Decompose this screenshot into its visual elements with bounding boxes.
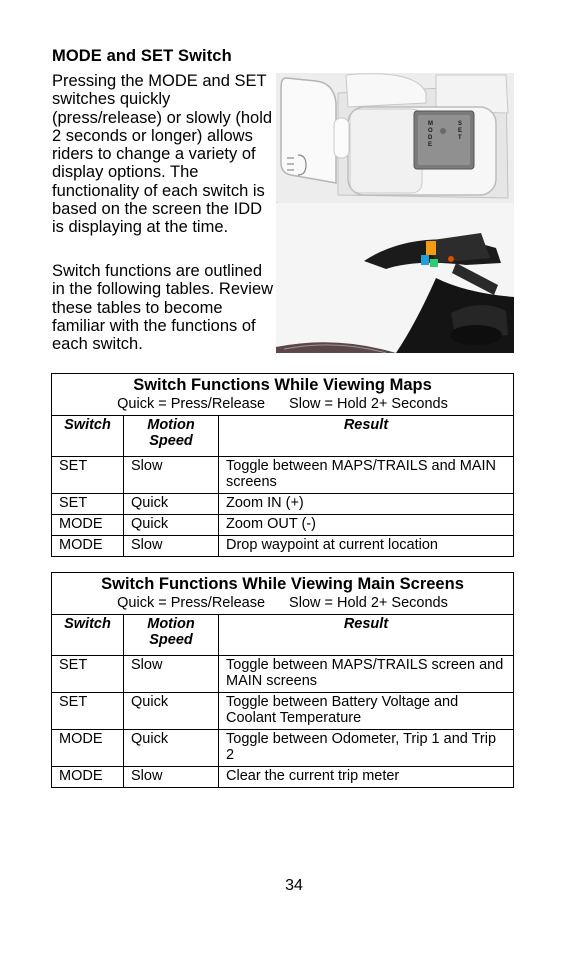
result-cell: Zoom IN (+) xyxy=(219,494,514,515)
handlebar-switch-photo xyxy=(276,73,514,353)
column-header-switch: Switch xyxy=(52,416,124,457)
speed-cell: Slow xyxy=(124,536,219,557)
switch-cell: SET xyxy=(52,693,124,730)
speed-cell: Slow xyxy=(124,656,219,693)
mode-switch-label: M O D E xyxy=(428,121,433,148)
switch-cell: MODE xyxy=(52,730,124,767)
switch-cell: MODE xyxy=(52,515,124,536)
speed-cell: Quick xyxy=(124,730,219,767)
intro-paragraph: Pressing the MODE and SET switches quickly (press/release) or slowly (hold 2 seconds or longer) allows riders to change a variety of display options. The functionality of each switch is based on the screen the IDD is displaying at the time. xyxy=(52,72,273,237)
table-subtitle xyxy=(56,594,509,612)
result-cell: Zoom OUT (-) xyxy=(219,515,514,536)
slow-note: Slow = Hold 2+ Seconds xyxy=(289,396,448,412)
table-title: Switch Functions While Viewing Maps xyxy=(133,376,432,394)
switch-cell: MODE xyxy=(52,767,124,788)
result-cell: Toggle between Battery Voltage and Coolant Temperature xyxy=(219,693,514,730)
column-header-switch: Switch xyxy=(52,615,124,656)
result-cell: Toggle between Odometer, Trip 1 and Trip 2 xyxy=(219,730,514,767)
speed-cell: Slow xyxy=(124,457,219,494)
quick-note: Quick = Press/Release xyxy=(117,595,266,611)
table-row xyxy=(52,494,514,515)
table-row xyxy=(52,767,514,788)
speed-cell: Slow xyxy=(124,767,219,788)
column-header-result: Result xyxy=(219,416,514,457)
result-cell: Drop waypoint at current location xyxy=(219,536,514,557)
tables-intro-paragraph: Switch functions are outlined in the following tables. Review these tables to become familiar with the functions of each switch. xyxy=(52,262,274,354)
result-cell: Toggle between MAPS/TRAILS and MAIN screens xyxy=(219,457,514,494)
speed-cell: Quick xyxy=(124,494,219,515)
table-title-cell xyxy=(52,573,514,615)
table-subtitle xyxy=(56,395,509,413)
table-row xyxy=(52,536,514,557)
speed-cell: Quick xyxy=(124,693,219,730)
table-row xyxy=(52,457,514,494)
switch-functions-maps-table xyxy=(51,373,514,557)
switch-cell: SET xyxy=(52,494,124,515)
quick-note: Quick = Press/Release xyxy=(117,396,266,412)
section-heading: MODE and SET Switch xyxy=(52,47,232,65)
speed-cell: Quick xyxy=(124,515,219,536)
result-cell: Toggle between MAPS/TRAILS screen and MAIN screens xyxy=(219,656,514,693)
column-header-motion-speed: Motion Speed xyxy=(124,416,219,457)
column-header-motion-speed: Motion Speed xyxy=(124,615,219,656)
table-row xyxy=(52,656,514,693)
table-title: Switch Functions While Viewing Main Screens xyxy=(101,575,464,593)
table-title-cell xyxy=(52,374,514,416)
switch-cell: SET xyxy=(52,656,124,693)
result-cell: Clear the current trip meter xyxy=(219,767,514,788)
slow-note: Slow = Hold 2+ Seconds xyxy=(289,595,448,611)
table-row xyxy=(52,515,514,536)
switch-cell: SET xyxy=(52,457,124,494)
page-number: 34 xyxy=(285,877,303,894)
column-header-result: Result xyxy=(219,615,514,656)
table-row xyxy=(52,693,514,730)
switch-functions-main-screens-table xyxy=(51,572,514,788)
table-row xyxy=(52,730,514,767)
switch-cell: MODE xyxy=(52,536,124,557)
set-switch-label: S E T xyxy=(458,121,463,141)
